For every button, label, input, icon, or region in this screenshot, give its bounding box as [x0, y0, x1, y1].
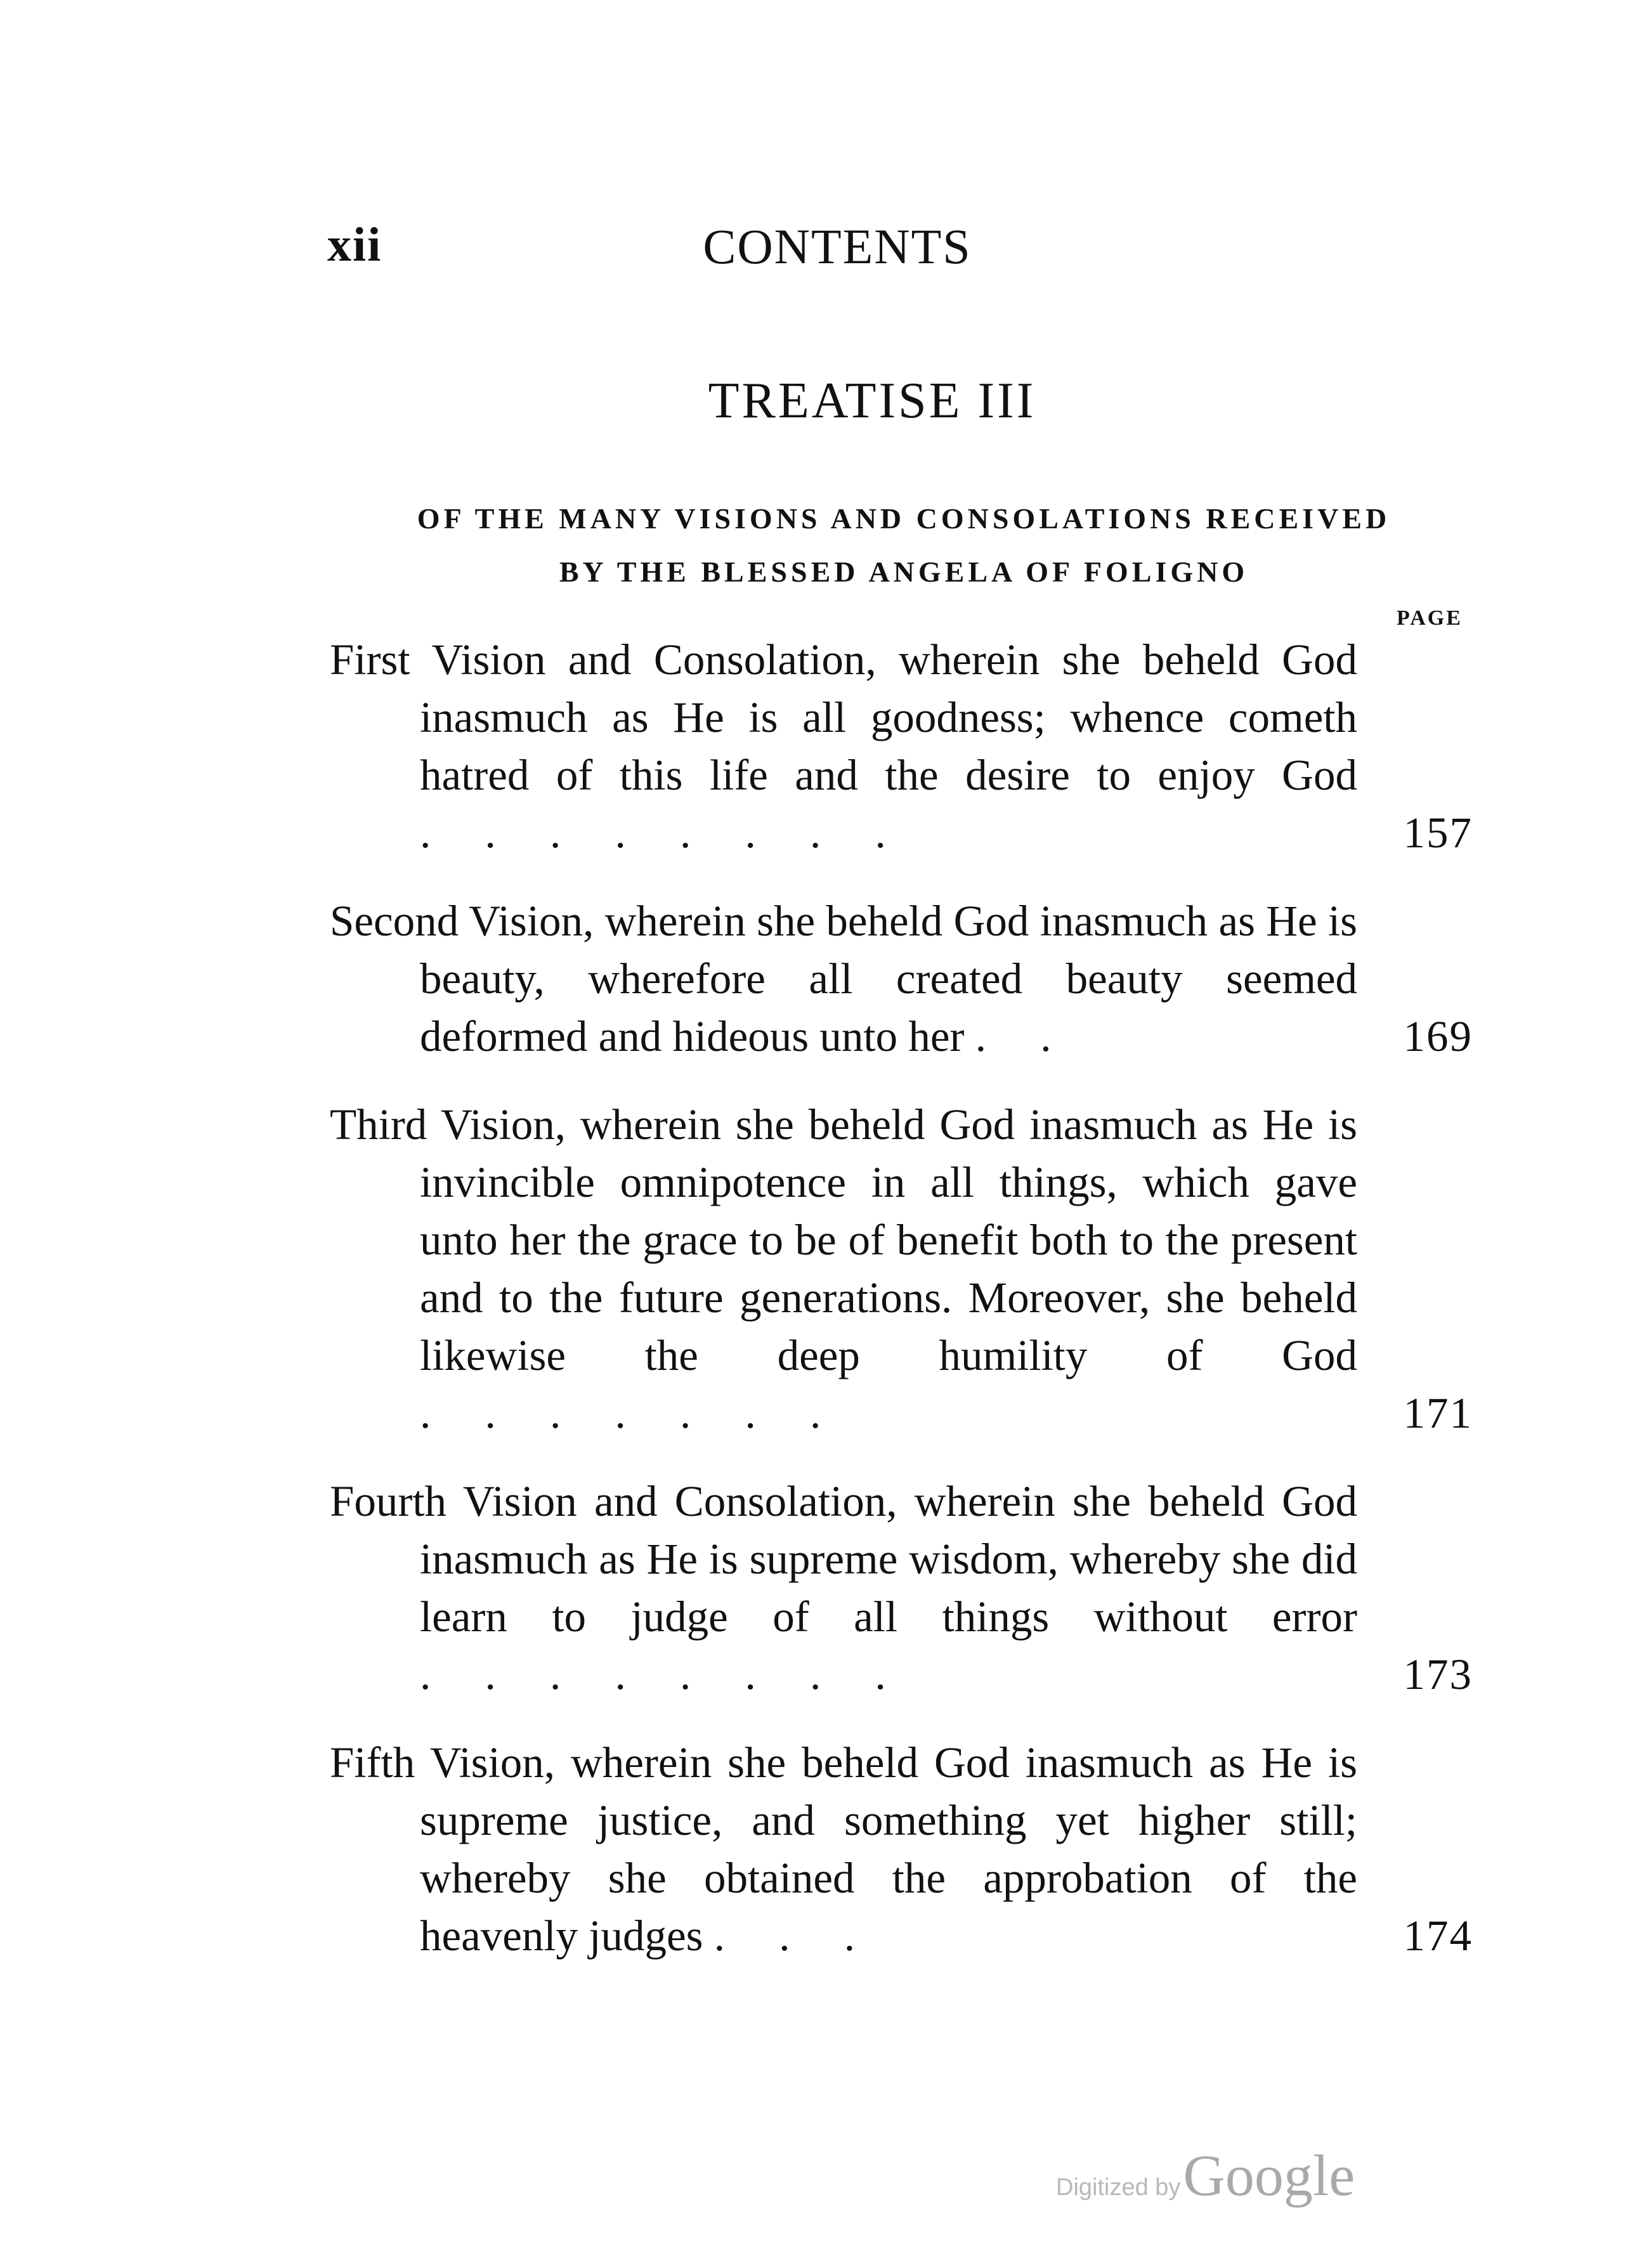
section-subtitle [374, 492, 1433, 599]
entry-page-number: 174 [1403, 1912, 1473, 1960]
dot-leader: . . . . . . . . [420, 1650, 908, 1698]
page-column-label: PAGE [1397, 606, 1463, 630]
entry-description: Fourth Vision and Consolation, wherein she beheld God inasmuch as He is supreme wisdom, whereby she did learn to judge of all things without error [330, 1477, 1357, 1641]
contents-entry [330, 1473, 1497, 1704]
entry-page-number: 169 [1403, 1012, 1473, 1060]
contents-entry [330, 1096, 1497, 1442]
entry-description: Fifth Vision, wherein she beheld God inasmuch as He is supreme justice, and something yet higher still; whereby she obtained the approbation of the heavenly judges [330, 1738, 1357, 1960]
entry-page-number: 173 [1403, 1650, 1473, 1698]
entry-text [330, 1096, 1357, 1442]
entry-description: Second Vision, wherein she beheld God inasmuch as He is beauty, wherefore all created beauty seemed deformed and hideous unto her [330, 897, 1357, 1060]
dot-leader: . . . . . . . [420, 1389, 843, 1437]
contents-entry [330, 1734, 1497, 1965]
section-title: TREATISE III [708, 373, 1036, 429]
entry-description: Third Vision, wherein she beheld God inasmuch as He is invincible omnipotence in all things, which gave unto her the grace to be of benefit both to the present and to the future generations. Moreover, she beheld likewise the deep humility of God [330, 1100, 1357, 1379]
contents-list [330, 631, 1497, 1995]
contents-entry [330, 631, 1497, 862]
entry-text [330, 1473, 1357, 1704]
contents-entry [330, 892, 1497, 1066]
digitization-watermark [1056, 2143, 1355, 2208]
watermark-brand: Google [1183, 2143, 1355, 2208]
running-head: CONTENTS [703, 219, 972, 274]
entry-text [330, 892, 1357, 1066]
entry-page-number: 157 [1403, 809, 1473, 857]
dot-leader: . . [975, 1012, 1073, 1060]
subtitle-line-2: BY THE BLESSED ANGELA OF FOLIGNO [559, 556, 1249, 588]
entry-text [330, 631, 1357, 862]
watermark-prefix: Digitized by [1056, 2174, 1181, 2201]
subtitle-line-1: OF THE MANY VISIONS AND CONSOLATIONS RECEIVED [417, 502, 1391, 535]
dot-leader: . . . [714, 1912, 877, 1960]
dot-leader: . . . . . . . . [420, 809, 908, 857]
page-folio: xii [327, 218, 382, 271]
entry-page-number: 171 [1403, 1389, 1473, 1437]
entry-description: First Vision and Consolation, wherein she beheld God inasmuch as He is all goodness; whence cometh hatred of this life and the desire to enjoy God [330, 635, 1357, 799]
entry-text [330, 1734, 1357, 1965]
